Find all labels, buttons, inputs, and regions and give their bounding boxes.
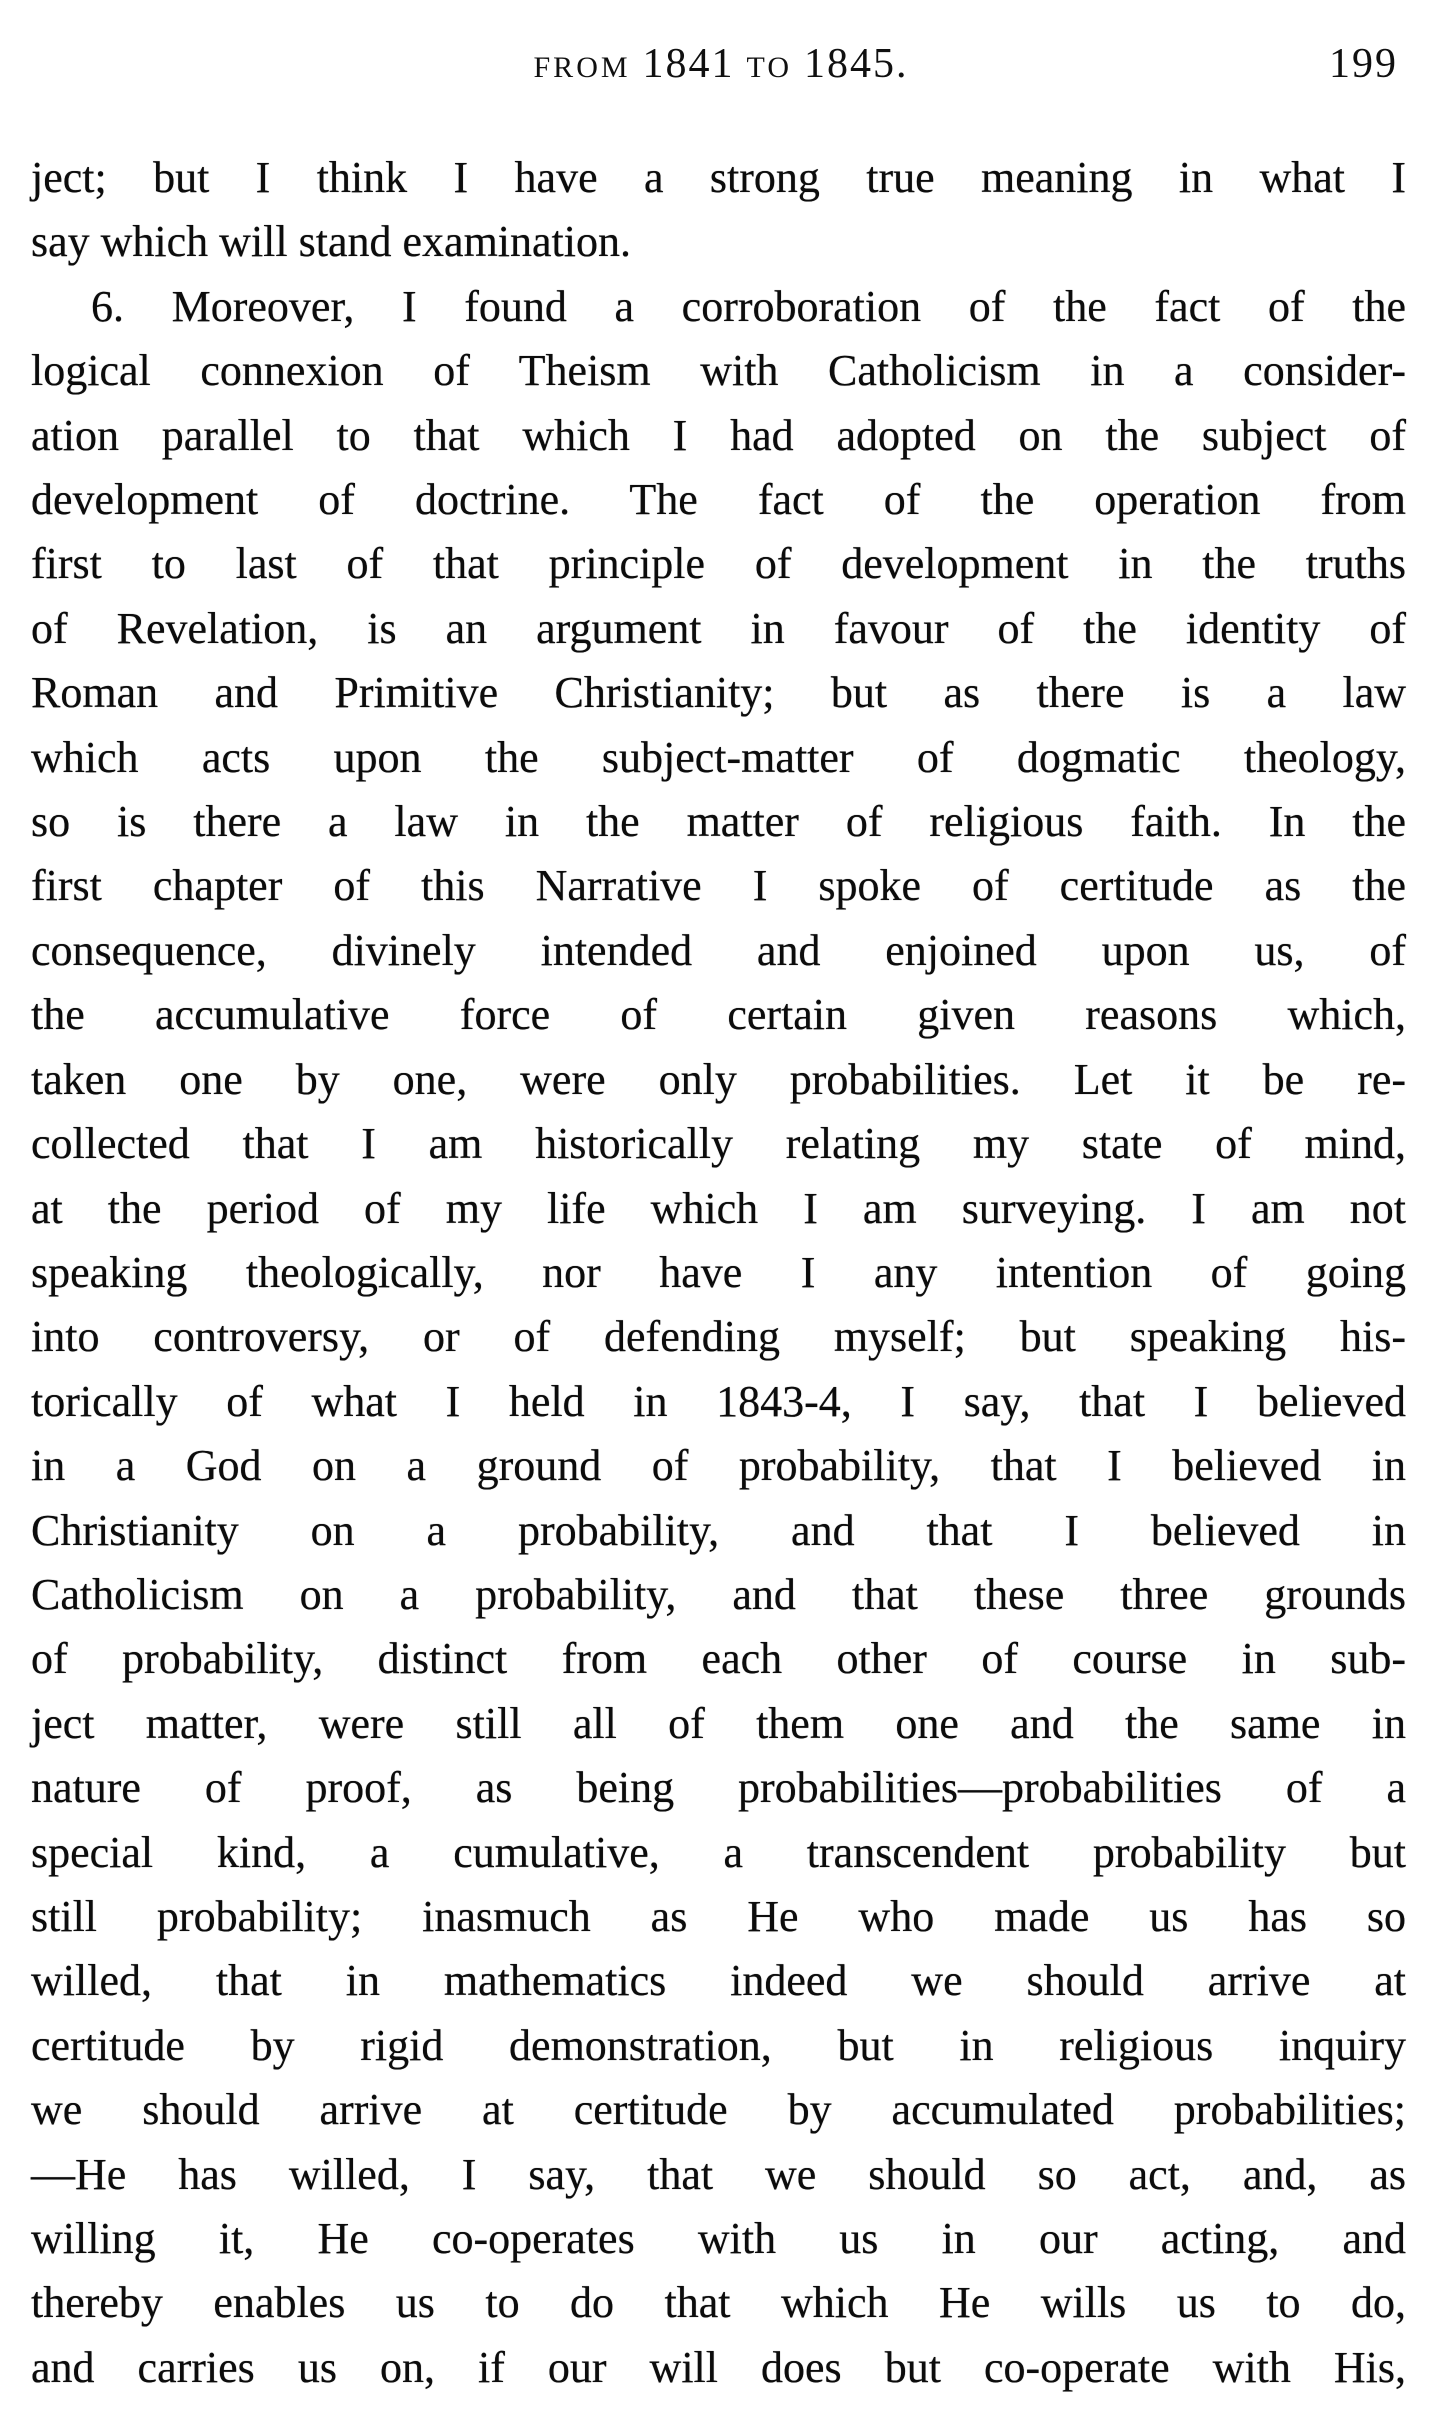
- text-line: and carries us on, if our will does but co-operate with His,: [31, 2342, 1406, 2392]
- text-line: torically of what I held in 1843-4, I say, that I believed: [31, 1376, 1406, 1426]
- text-line: nature of proof, as being probabilities—probabilities of a: [31, 1763, 1406, 1813]
- text-line: speaking theologically, nor have I any intention of going: [31, 1247, 1406, 1297]
- text-line: taken one by one, were only probabilities. Let it be re-: [31, 1054, 1406, 1104]
- text-line: ation parallel to that which I had adopted on the subject of: [31, 410, 1406, 460]
- page-body: [31, 146, 1406, 2400]
- text-line: we should arrive at certitude by accumulated probabilities;: [31, 2085, 1406, 2135]
- page-number: 199: [1329, 41, 1398, 87]
- text-line: ject matter, were still all of them one and the same in: [31, 1698, 1406, 1748]
- text-line: logical connexion of Theism with Catholicism in a consider-: [31, 346, 1406, 396]
- text-line: certitude by rigid demonstration, but in religious inquiry: [31, 2020, 1406, 2070]
- text-line: thereby enables us to do that which He wills us to do,: [31, 2278, 1406, 2328]
- text-line: —He has willed, I say, that we should so act, and, as: [31, 2149, 1406, 2199]
- text-line: first chapter of this Narrative I spoke of certitude as the: [31, 861, 1406, 911]
- text-line: 6. Moreover, I found a corroboration of the fact of the: [91, 281, 1406, 331]
- text-line: collected that I am historically relating my state of mind,: [31, 1119, 1406, 1169]
- text-line: Christianity on a probability, and that I believed in: [31, 1505, 1406, 1555]
- running-title-year-start: 1841: [642, 41, 735, 87]
- text-line: which acts upon the subject-matter of dogmatic theology,: [31, 732, 1406, 782]
- text-line: into controversy, or of defending myself; but speaking his-: [31, 1312, 1406, 1362]
- text-line: of probability, distinct from each other of course in sub-: [31, 1634, 1406, 1684]
- text-line: still probability; inasmuch as He who made us has so: [31, 1891, 1406, 1941]
- text-line: consequence, divinely intended and enjoined upon us, of: [31, 925, 1406, 975]
- text-line: Catholicism on a probability, and that these three grounds: [31, 1569, 1406, 1619]
- text-line: at the period of my life which I am surveying. I am not: [31, 1183, 1406, 1233]
- text-line: first to last of that principle of development in the truths: [31, 539, 1406, 589]
- page-header: [0, 40, 1442, 100]
- running-title-to: TO: [746, 51, 792, 84]
- running-title-from: FROM: [533, 51, 631, 84]
- text-line: ject; but I think I have a strong true meaning in what I: [31, 153, 1406, 202]
- text-line: of Revelation, is an argument in favour of the identity of: [31, 603, 1406, 653]
- text-line: the accumulative force of certain given reasons which,: [31, 990, 1406, 1040]
- text-line: willed, that in mathematics indeed we should arrive at: [31, 1956, 1406, 2006]
- text-line: so is there a law in the matter of religious faith. In the: [31, 797, 1406, 847]
- text-line: development of doctrine. The fact of the operation from: [31, 475, 1406, 525]
- running-title-year-end: 1845.: [804, 41, 909, 87]
- text-line: in a God on a ground of probability, that I believed in: [31, 1441, 1406, 1491]
- text-line: say which will stand examination.: [31, 217, 631, 267]
- text-line: Roman and Primitive Christianity; but as there is a law: [31, 668, 1406, 718]
- text-line: special kind, a cumulative, a transcendent probability but: [31, 1827, 1406, 1877]
- running-title: [0, 40, 1442, 88]
- text-line: willing it, He co-operates with us in our acting, and: [31, 2214, 1406, 2263]
